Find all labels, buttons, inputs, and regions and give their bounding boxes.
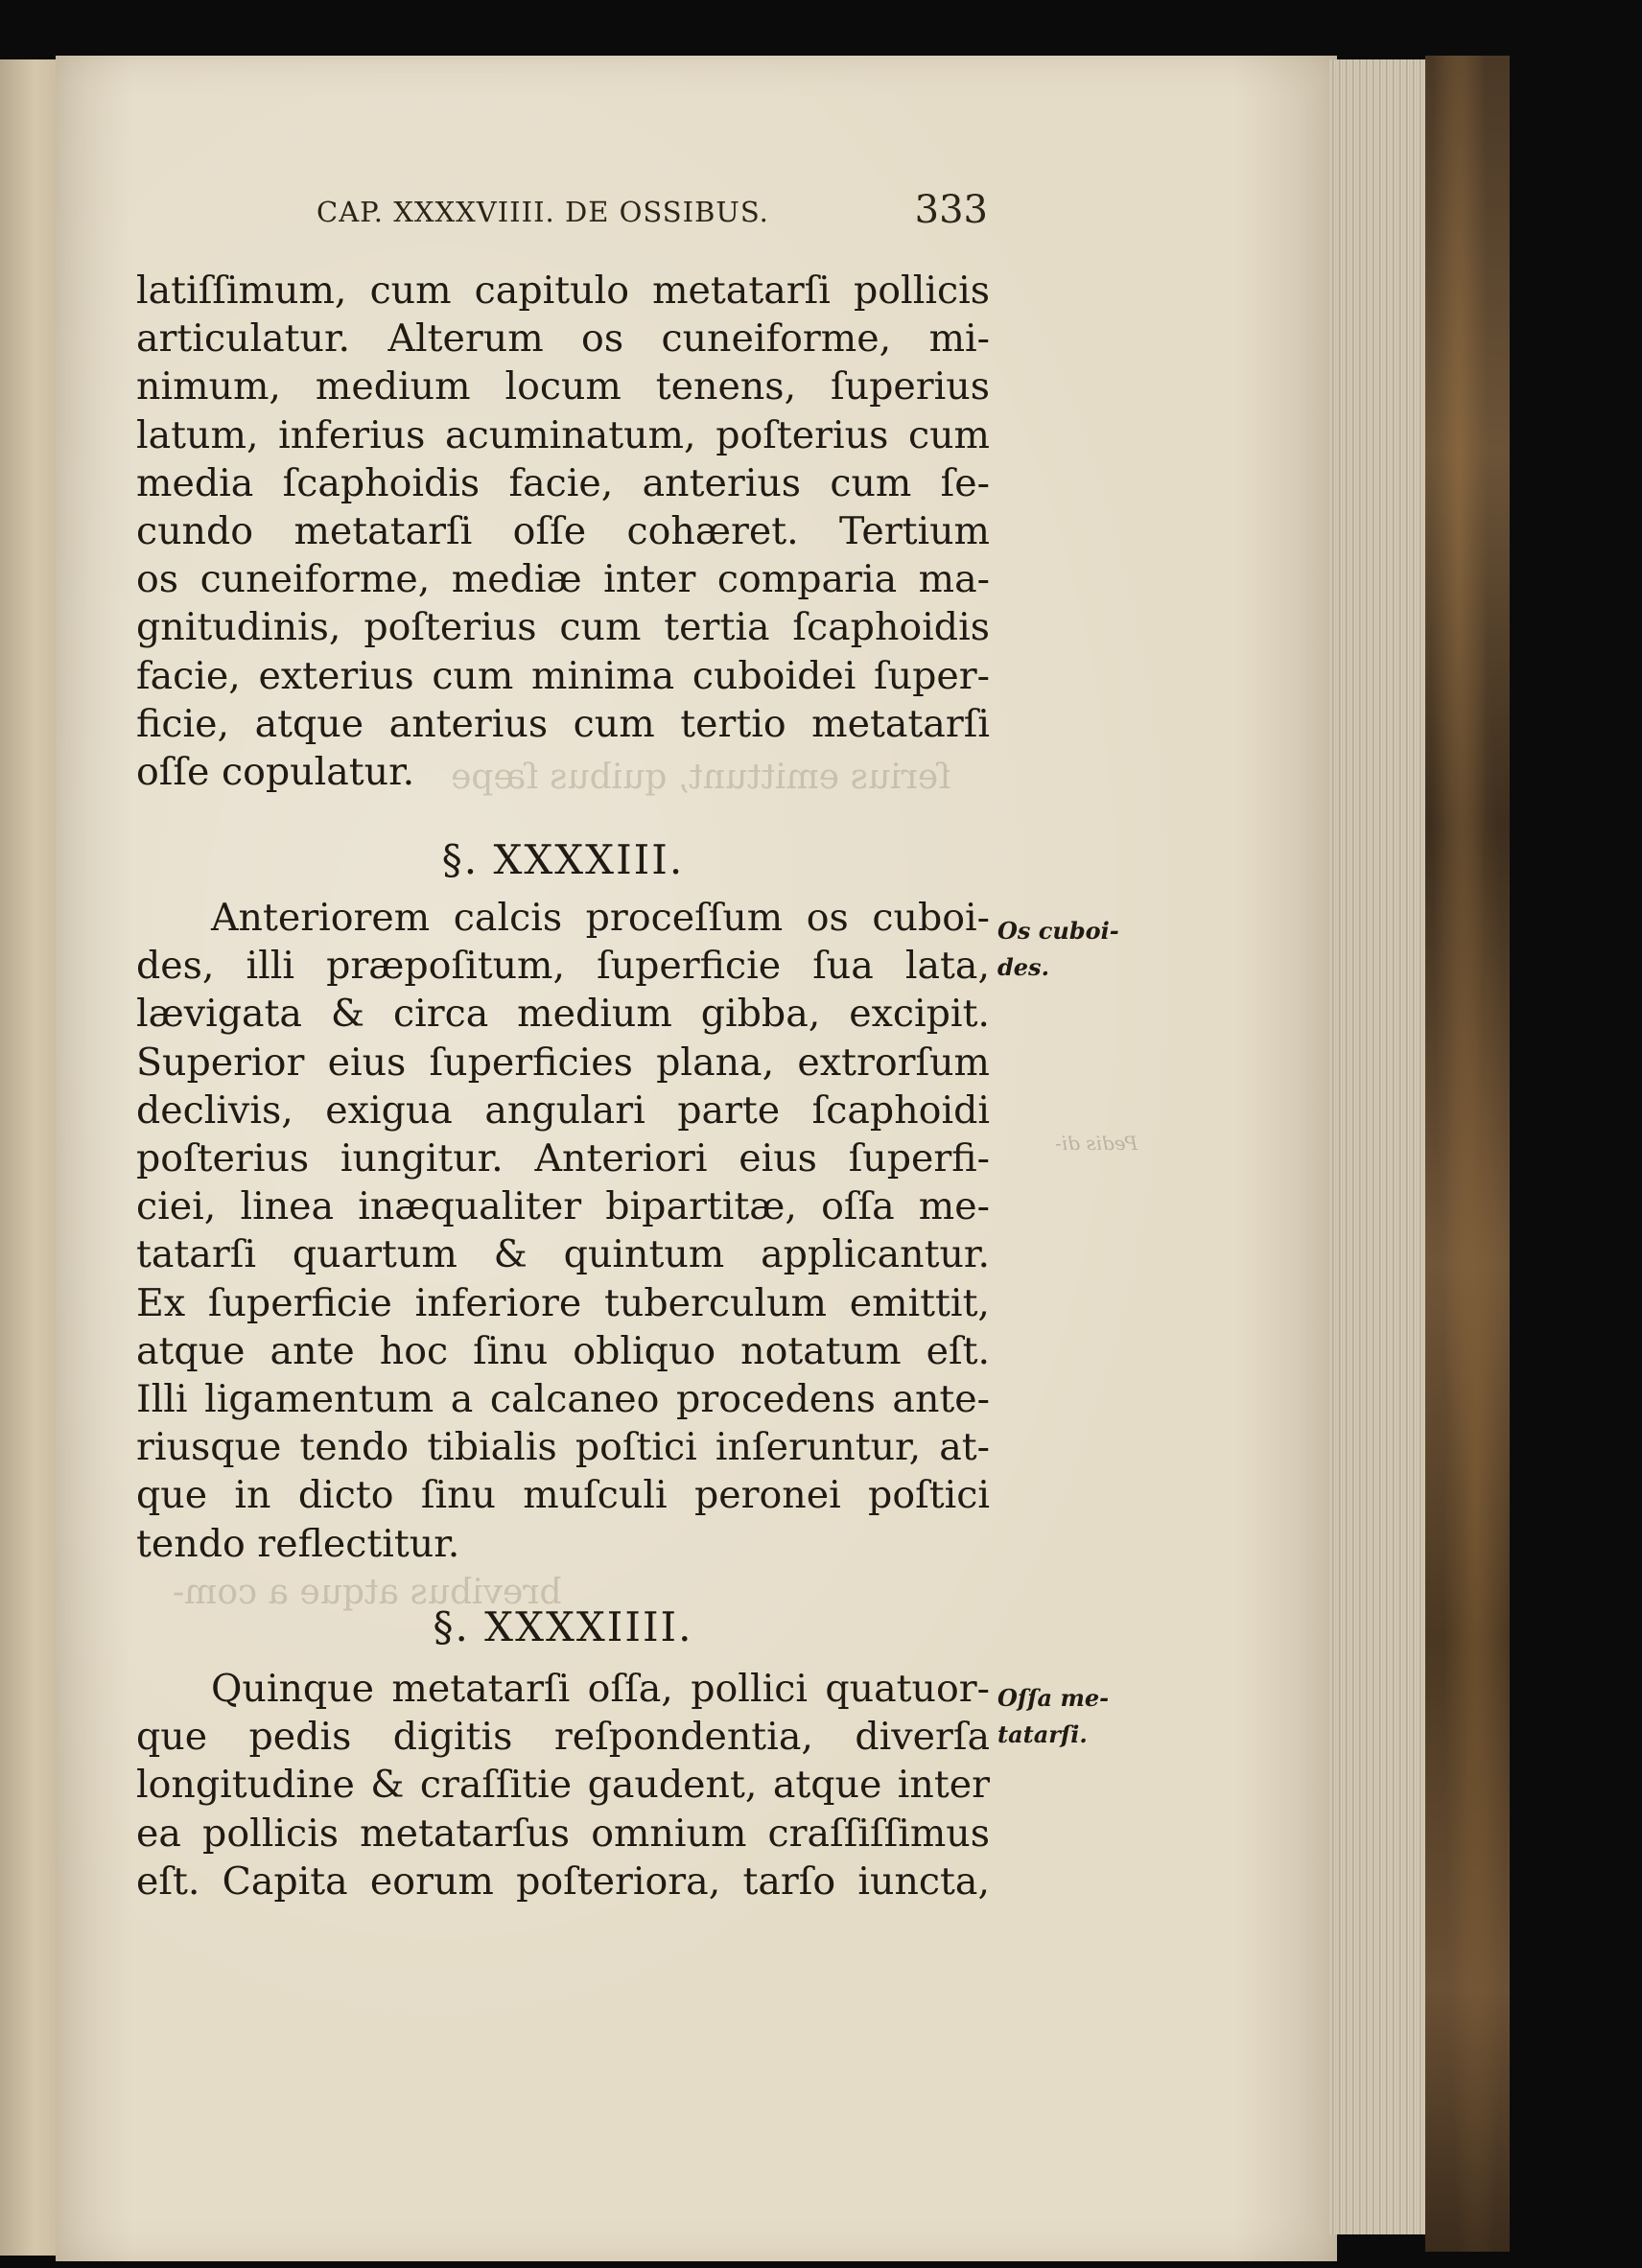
text-line: articulatur. Alterum os cuneiforme, mi- xyxy=(136,316,990,362)
text-line: que in dicto ſinu muſculi peronei poſtici xyxy=(136,1473,990,1518)
marbled-cover-board xyxy=(1425,56,1510,2252)
text-line: ficie, atque anterius cum tertio metatarſi xyxy=(136,701,990,746)
margin-note-line: Oſſa me- xyxy=(997,1684,1110,1712)
margin-note-cuboides xyxy=(997,913,1119,986)
text-line: media ſcaphoidis facie, anterius cum ſe- xyxy=(136,460,990,505)
margin-note-line: tatarſi. xyxy=(997,1720,1088,1748)
text-line: latiſſimum, cum capitulo metatarſi pollicis xyxy=(136,269,990,313)
text-line: Illi ligamentum a calcaneo procedens ante- xyxy=(136,1377,990,1422)
text-line: des, illi præpoſitum, ſuperficie ſua lata, xyxy=(136,944,990,989)
page-number: 333 xyxy=(914,188,988,232)
text-line: Ex ſuperficie inferiore tuberculum emittit, xyxy=(136,1280,990,1325)
text-line: tendo reflectitur. xyxy=(136,1521,460,1566)
text-line: nimum, medium locum tenens, ſuperius xyxy=(136,364,990,409)
text-line: oſſe copulatur. xyxy=(136,750,415,795)
text-line: Superior eius ſuperficies plana, extrorſum xyxy=(136,1040,990,1085)
text-line: que pedis digitis reſpondentia, diverſa xyxy=(136,1715,990,1760)
running-head: CAP. XXXXVIIII. DE OSSIBUS. xyxy=(317,196,769,228)
facing-page-edge xyxy=(0,59,63,2256)
text-line: declivis, exigua angulari parte ſcaphoidi xyxy=(136,1087,990,1133)
page-stack-edges xyxy=(1329,59,1435,2234)
text-line: Quinque metatarſi oſſa, pollici quatuor- xyxy=(211,1667,990,1711)
text-line: riusque tendo tibialis poſtici inſeruntur, at- xyxy=(136,1425,990,1470)
text-line: gnitudinis, poſterius cum tertia ſcaphoidis xyxy=(136,605,990,650)
text-line: facie, exterius cum minima cuboidei ſuper- xyxy=(136,653,990,698)
text-line: atque ante hoc ſinu obliquo notatum eſt. xyxy=(136,1328,990,1373)
paragraph-continued xyxy=(136,267,990,796)
show-through-text: brevibus atque a com- xyxy=(173,1573,562,1612)
text-line: eſt. Capita eorum poſteriora, tarſo iuncta, xyxy=(136,1859,990,1904)
section-paragraph xyxy=(136,894,990,1568)
text-line: ciei, linea inæqualiter bipartitæ, oſſa me- xyxy=(136,1184,990,1229)
section-paragraph xyxy=(136,1665,990,1906)
text-line: cundo metatarſi oſſe cohæret. Tertium xyxy=(136,509,990,554)
text-line: lævigata & circa medium gibba, excipit. xyxy=(136,992,990,1037)
text-line: latum, inferius acuminatum, poſterius cum xyxy=(136,412,990,457)
margin-note-line: Os cuboi- xyxy=(997,917,1119,945)
text-line: Anteriorem calcis proceſſum os cuboi- xyxy=(211,896,990,940)
text-line: ea pollicis metatarſus omnium craſſiſſimus xyxy=(136,1811,990,1856)
text-line: longitudine & craſſitie gaudent, atque inter xyxy=(136,1763,990,1808)
section-heading: §. XXXXIII. xyxy=(441,836,685,883)
section-heading: §. XXXXIIII. xyxy=(433,1603,693,1650)
page-header xyxy=(317,188,988,236)
show-through-text: ſerius emittunt, quibus ſæpe xyxy=(451,758,951,797)
margin-note-metatarsi xyxy=(997,1680,1113,1753)
text-line: os cuneiforme, mediæ inter comparia ma- xyxy=(136,557,990,602)
margin-note-line: des. xyxy=(997,953,1049,981)
text-line: poſterius iungitur. Anteriori eius ſuperfi- xyxy=(136,1136,990,1181)
text-line: tatarſi quartum & quintum applicantur. xyxy=(136,1232,990,1277)
show-through-note: Pedis di- xyxy=(1055,1132,1138,1155)
